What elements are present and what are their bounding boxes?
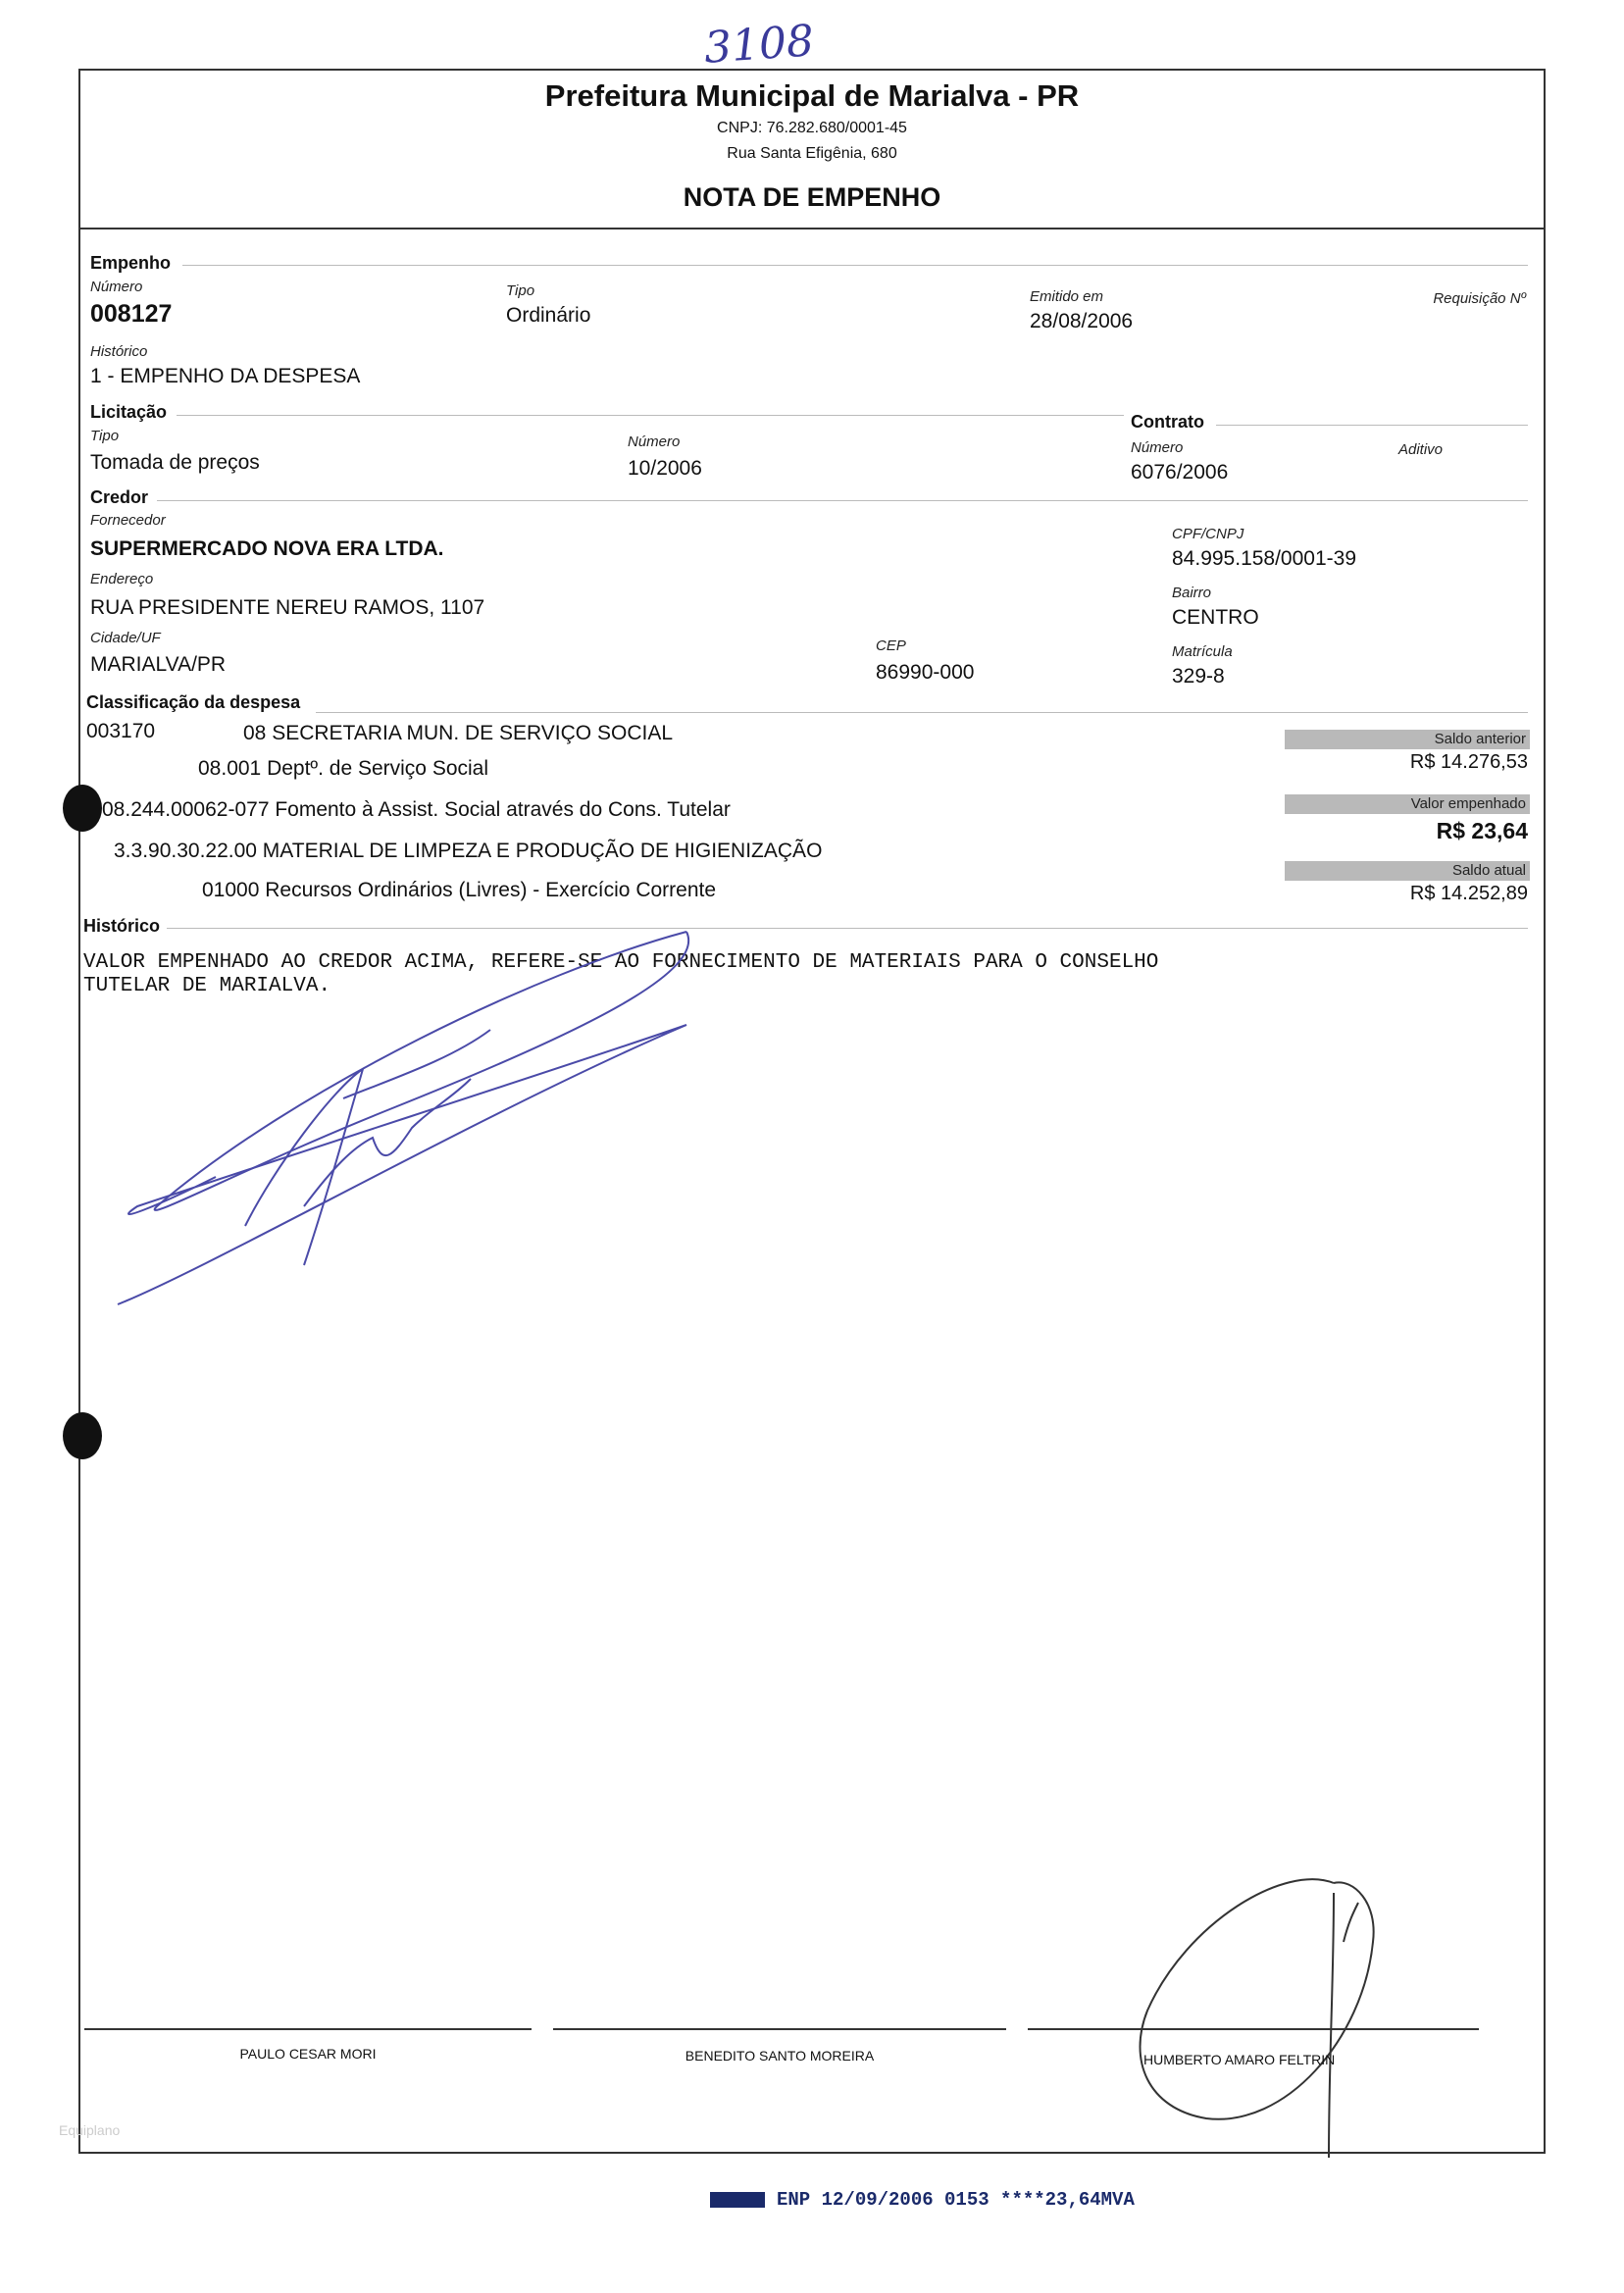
label-endereco: Endereço <box>90 571 154 587</box>
footer-mark: Equiplano <box>59 2122 121 2138</box>
classificacao-line5: 01000 Recursos Ordinários (Livres) - Exercício Corrente <box>202 879 717 901</box>
document-title: NOTA DE EMPENHO <box>683 182 941 212</box>
label-cpf: CPF/CNPJ <box>1172 526 1244 542</box>
label-contrato-numero: Número <box>1131 439 1184 456</box>
empenho-historico: 1 - EMPENHO DA DESPESA <box>90 365 361 387</box>
stamp-logo-icon <box>710 2192 765 2208</box>
valor-empenhado-label: Valor empenhado <box>1285 794 1530 814</box>
classificacao-line4: 3.3.90.30.22.00 MATERIAL DE LIMPEZA E PRODUÇÃO DE HIGIENIZAÇÃO <box>114 840 823 862</box>
section-historico: Histórico <box>83 916 161 936</box>
label-emitido: Emitido em <box>1030 288 1104 305</box>
licitacao-numero: 10/2006 <box>628 457 702 480</box>
signature-line-2 <box>553 2028 1006 2030</box>
signatory-2: BENEDITO SANTO MOREIRA <box>685 2048 875 2064</box>
saldo-atual-label: Saldo atual <box>1285 861 1530 881</box>
rule-classificacao <box>316 712 1528 713</box>
historico-line1: VALOR EMPENHADO AO CREDOR ACIMA, REFERE-SE AO FORNECIMENTO DE MATERIAIS PARA O CONSELHO <box>83 951 1159 974</box>
credor-cep: 86990-000 <box>876 661 975 684</box>
saldo-anterior-value: R$ 14.276,53 <box>1409 751 1528 773</box>
handwritten-page-number: 3108 <box>702 16 816 74</box>
section-classificacao: Classificação da despesa <box>86 692 301 712</box>
credor-fornecedor: SUPERMERCADO NOVA ERA LTDA. <box>90 537 444 560</box>
rule-empenho <box>182 265 1528 266</box>
signature-line-1 <box>84 2028 532 2030</box>
signature-scribble-main <box>98 912 726 1324</box>
signatory-1: PAULO CESAR MORI <box>239 2046 377 2062</box>
label-aditivo: Aditivo <box>1398 441 1444 458</box>
label-matricula: Matrícula <box>1172 643 1233 660</box>
punch-hole-bottom <box>63 1412 102 1459</box>
licitacao-tipo: Tomada de preços <box>90 451 260 474</box>
empenho-stamp <box>710 2189 1135 2211</box>
address: Rua Santa Efigênia, 680 <box>727 145 897 162</box>
credor-endereco: RUA PRESIDENTE NEREU RAMOS, 1107 <box>90 596 485 619</box>
historico-line2: TUTELAR DE MARIALVA. <box>83 975 331 997</box>
organization-name: Prefeitura Municipal de Marialva - PR <box>544 78 1080 113</box>
classificacao-line1: 08 SECRETARIA MUN. DE SERVIÇO SOCIAL <box>243 722 674 744</box>
section-empenho: Empenho <box>90 253 172 273</box>
signature-line-3 <box>1028 2028 1479 2030</box>
cnpj: CNPJ: 76.282.680/0001-45 <box>717 120 907 136</box>
classificacao-line3: 08.244.00062-077 Fomento à Assist. Social através do Cons. Tutelar <box>102 798 731 821</box>
credor-matricula: 329-8 <box>1172 665 1225 688</box>
rule-licitacao <box>177 415 1124 416</box>
classificacao-code: 003170 <box>86 720 156 742</box>
header-separator <box>78 228 1546 229</box>
section-contrato: Contrato <box>1131 412 1204 432</box>
saldo-anterior-label: Saldo anterior <box>1285 730 1530 749</box>
credor-cpf: 84.995.158/0001-39 <box>1172 547 1357 570</box>
signatory-3: HUMBERTO AMARO FELTRIN <box>1143 2052 1336 2067</box>
classificacao-line2: 08.001 Deptº. de Serviço Social <box>198 757 489 780</box>
section-credor: Credor <box>90 487 149 507</box>
label-fornecedor: Fornecedor <box>90 512 166 529</box>
punch-hole-top <box>63 785 102 832</box>
valor-empenhado-value: R$ 23,64 <box>1436 818 1528 843</box>
empenho-emitido: 28/08/2006 <box>1030 310 1134 332</box>
section-licitacao: Licitação <box>90 402 168 422</box>
rule-credor <box>157 500 1528 501</box>
label-historico-empenho: Histórico <box>90 343 148 360</box>
label-tipo: Tipo <box>506 282 535 299</box>
label-cidade: Cidade/UF <box>90 630 161 646</box>
empenho-numero: 008127 <box>90 300 173 328</box>
credor-bairro: CENTRO <box>1172 606 1259 629</box>
label-cep: CEP <box>876 637 906 654</box>
label-bairro: Bairro <box>1172 585 1212 601</box>
credor-cidade: MARIALVA/PR <box>90 653 227 676</box>
stamp-text: ENP 12/09/2006 0153 ****23,64MVA <box>777 2189 1135 2211</box>
rule-contrato <box>1216 425 1528 426</box>
label-numero: Número <box>90 279 143 295</box>
saldo-atual-value: R$ 14.252,89 <box>1409 883 1528 904</box>
signature-scribble-right <box>1108 1863 1402 2167</box>
contrato-numero: 6076/2006 <box>1131 461 1229 484</box>
label-licitacao-tipo: Tipo <box>90 428 120 444</box>
label-requisicao: Requisição Nº <box>1433 290 1526 307</box>
label-licitacao-numero: Número <box>628 433 681 450</box>
empenho-tipo: Ordinário <box>506 304 591 327</box>
